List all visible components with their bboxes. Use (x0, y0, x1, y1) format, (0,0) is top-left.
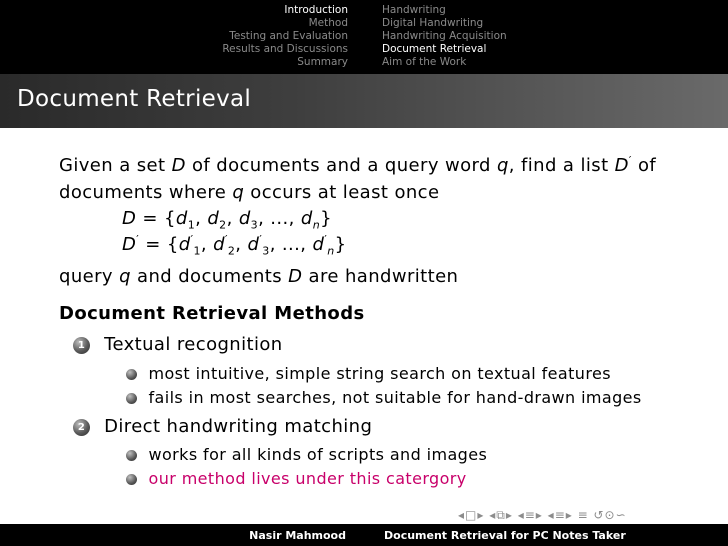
subsection-link-acquisition[interactable]: Handwriting Acquisition (382, 30, 507, 42)
math-D: D (171, 155, 186, 176)
text-fragment: of documents and a query word (185, 155, 497, 176)
text-fragment: , find a list (508, 155, 615, 176)
nav-section-next-icon[interactable]: ▸ (535, 508, 543, 522)
method-1-bullet-2 (126, 388, 642, 407)
bullet-icon (126, 393, 137, 404)
method-2-bullet-1 (126, 445, 487, 464)
beamer-nav-subsection-icon[interactable]: ⧉ (496, 508, 506, 522)
frame-title-bar (0, 74, 728, 128)
equation-D-prime: $D' = \{d'_1$, $d'_2$, $d'_3$, ..., $d'_n$} (122, 233, 347, 258)
section-link-introduction[interactable]: Introduction (284, 4, 348, 16)
nav-section-prev-icon[interactable]: ◂ (517, 508, 525, 522)
method-item-2 (73, 416, 372, 437)
math-q: q (119, 266, 131, 287)
beamer-nav-frame-icon[interactable]: □ (465, 508, 478, 522)
bullet-icon (126, 369, 137, 380)
section-link-method[interactable]: Method (308, 17, 348, 29)
method-label: Direct handwriting matching (104, 416, 373, 437)
section-link-testing[interactable]: Testing and Evaluation (229, 30, 348, 42)
section-link-summary[interactable]: Summary (297, 56, 348, 68)
nav-subsection-prev-icon[interactable]: ◂ (489, 508, 497, 522)
text-fragment: are handwritten (302, 266, 459, 287)
subsection-link-handwriting[interactable]: Handwriting (382, 4, 446, 16)
math-D: D (288, 266, 303, 287)
text-fragment: documents where (59, 182, 233, 203)
subsection-nav (382, 4, 507, 69)
text-fragment: and documents (130, 266, 289, 287)
intro-line-1 (59, 155, 656, 176)
methods-heading: Document Retrieval Methods (59, 303, 365, 324)
intro-line-2 (59, 182, 439, 203)
beamer-nav-search-icon[interactable]: ↺⊙∽ (593, 508, 627, 522)
bullet-text: works for all kinds of scripts and images (148, 445, 488, 464)
beamer-nav-appendix-icon[interactable]: ≡ (577, 508, 589, 522)
math-q: q (232, 182, 245, 203)
beamer-navigation-symbols (458, 508, 627, 523)
section-nav (222, 4, 348, 69)
bullet-icon (126, 474, 137, 485)
text-fragment: occurs at least once (244, 182, 440, 203)
beamer-nav-doc-icon[interactable]: ≡ (554, 508, 566, 522)
subsection-link-aim[interactable]: Aim of the Work (382, 56, 467, 68)
enum-number-icon: 2 (73, 419, 90, 436)
footer-author: Nasir Mahmood (249, 529, 346, 542)
footer (0, 524, 728, 546)
frame-title: Document Retrieval (17, 86, 252, 112)
subsection-link-document-retrieval[interactable]: Document Retrieval (382, 43, 487, 55)
footer-title: Document Retrieval for PC Notes Taker (384, 529, 626, 542)
nav-subsection-next-icon[interactable]: ▸ (505, 508, 513, 522)
text-fragment: Given a set (59, 155, 172, 176)
method-item-1 (73, 334, 283, 355)
beamer-nav-section-icon[interactable]: ≡ (524, 508, 536, 522)
bullet-icon (126, 450, 137, 461)
math-q: q (496, 155, 509, 176)
bullet-text: most intuitive, simple string search on textual features (148, 364, 611, 383)
nav-frame-next-icon[interactable]: ▸ (477, 508, 485, 522)
text-fragment: of (631, 155, 657, 176)
equation-D: $D = \{d_1$, $d_2$, $d_3$, ..., $d_n$} (122, 208, 332, 232)
nav-frame-prev-icon[interactable]: ◂ (458, 508, 466, 522)
bullet-text: fails in most searches, not suitable for hand-drawn images (148, 388, 642, 407)
method-1-bullet-1 (126, 364, 611, 383)
header-navigation (0, 0, 728, 74)
enum-number-icon: 1 (73, 337, 90, 354)
bullet-text-highlight: our method lives under this catergory (148, 469, 467, 488)
nav-doc-prev-icon[interactable]: ◂ (547, 508, 555, 522)
text-fragment: query (59, 266, 120, 287)
method-2-bullet-2 (126, 469, 467, 488)
math-D-prime: D′ (614, 154, 632, 176)
section-link-results[interactable]: Results and Discussions (222, 43, 348, 55)
nav-doc-next-icon[interactable]: ▸ (565, 508, 573, 522)
query-line (59, 266, 458, 287)
subsection-link-digital-handwriting[interactable]: Digital Handwriting (382, 17, 484, 29)
method-label: Textual recognition (104, 334, 283, 355)
